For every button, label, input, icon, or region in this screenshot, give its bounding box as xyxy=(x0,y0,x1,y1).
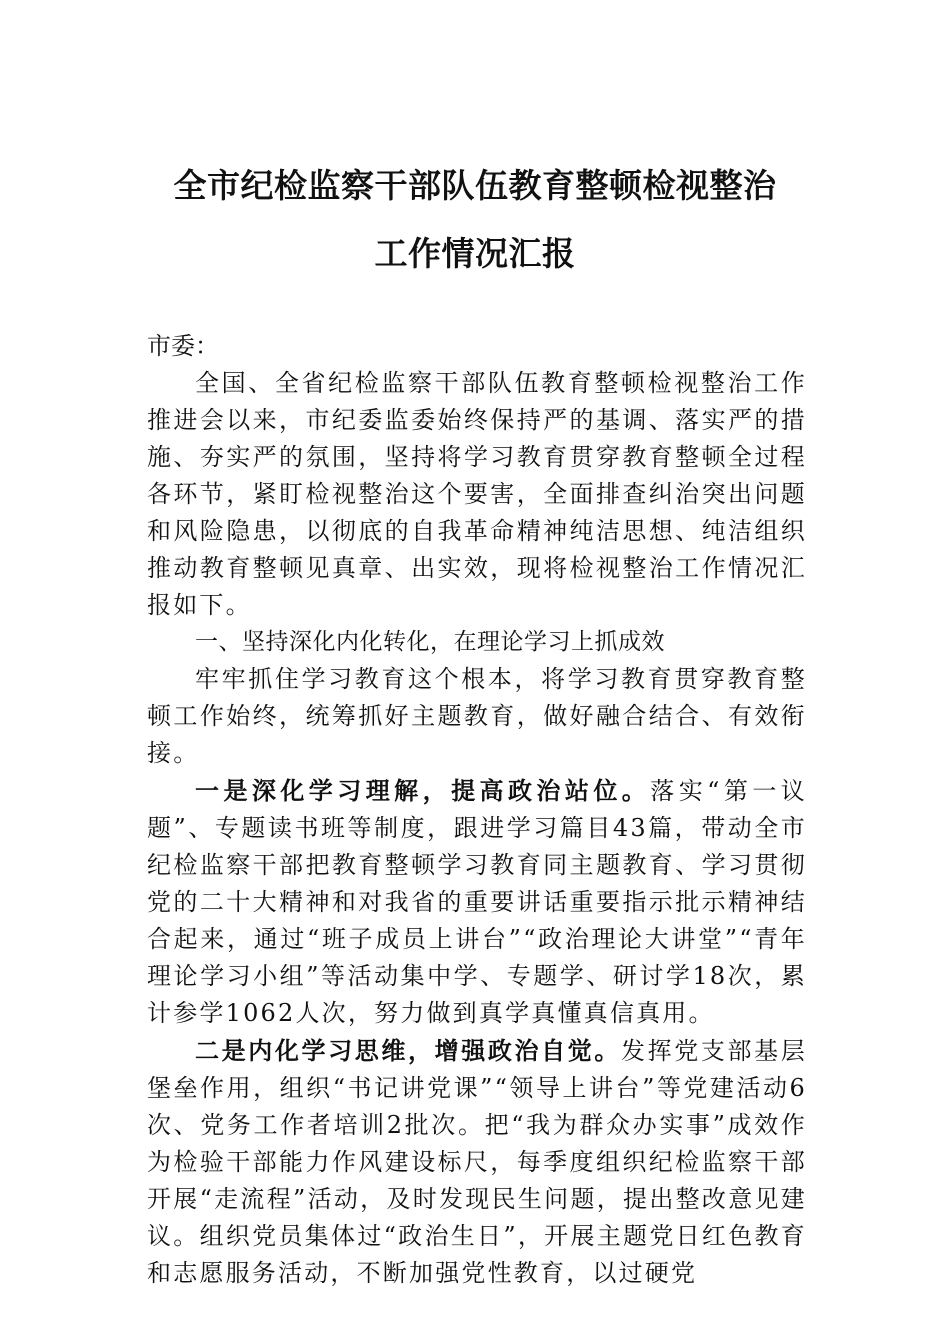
document-title-line-2: 工作情况汇报 xyxy=(374,234,576,273)
point-1-paragraph xyxy=(147,772,807,1032)
point-2-paragraph xyxy=(147,1032,807,1292)
point-1-lead: 一是深化学习理解，提高政治站位。 xyxy=(195,776,651,805)
section-1-intro-paragraph: 牢牢抓住学习教育这个根本，将学习教育贯穿教育整顿工作始终，统筹抓好主题教育，做好融合结合、有效衔接。 xyxy=(147,665,807,767)
salutation: 市委： xyxy=(147,332,219,360)
document-body xyxy=(147,328,807,1292)
point-2-text: 发挥党支部基层堡垒作用，组织“书记讲党课”“领导上讲台”等党建活动6次、党务工作者培训2批次。把“我为群众办实事”成效作为检验干部能力作风建设标尺，每季度组织纪检监察干部开展“走流程”活动，及时发现民生问题，提出整改意见建议。组织党员集体过“政治生日”，开展主题党日红色教育和志愿服务活动，不断加强党性教育，以过硬党 xyxy=(147,1037,807,1287)
section-1-heading: 一、坚持深化内化转化，在理论学习上抓成效 xyxy=(195,629,665,655)
document-title-line-1: 全市纪检监察干部队伍教育整顿检视整治 xyxy=(173,166,777,205)
point-1-text: 落实“第一议题”、专题读书班等制度，跟进学习篇目43篇，带动全市纪检监察干部把教育整顿学习教育同主题教育、学习贯彻党的二十大精神和对我省的重要讲话重要指示批示精神结合起来，通过“班子成员上讲台”“政治理论大讲堂”“青年理论学习小组”等活动集中学、专题学、研讨学18次，累计参学1062人次，努力做到真学真懂真信真用。 xyxy=(147,777,807,1027)
intro-paragraph: 全国、全省纪检监察干部队伍教育整顿检视整治工作推进会以来，市纪委监委始终保持严的基调、落实严的措施、夯实严的氛围，坚持将学习教育贯穿教育整顿全过程各环节，紧盯检视整治这个要害，全面排查纠治突出问题和风险隐患，以彻底的自我革命精神纯洁思想、纯洁组织推动教育整顿见真章、出实效，现将检视整治工作情况汇报如下。 xyxy=(147,369,807,619)
point-2-lead: 二是内化学习思维，增强政治自觉。 xyxy=(195,1036,622,1065)
